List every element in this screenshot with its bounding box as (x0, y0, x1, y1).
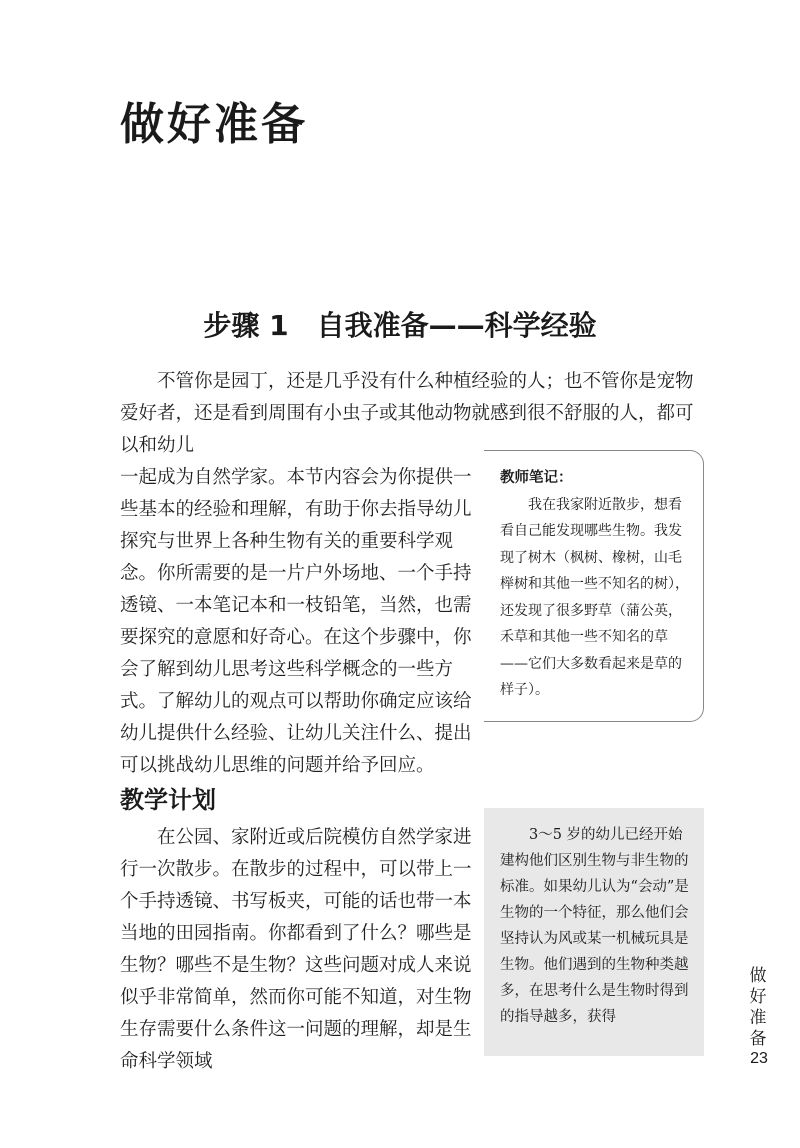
info-sidebar-box (484, 808, 704, 1056)
section-heading: 教学计划 (120, 786, 216, 814)
teacher-note-text: 我在我家附近散步，想看看自己能发现哪些生物。我发现了树木（枫树、橡树，山毛榉树和其他一些不知名的树），还发现了很多野草（蒲公英，禾草和其他一些不知名的草——它们大多数看起来是草的样子）。 (500, 496, 689, 698)
page-number: 23 (750, 1050, 768, 1067)
info-sidebar-text: 3～5 岁的幼儿已经开始建构他们区别生物与非生物的标准。如果幼儿认为“会动”是生物的一个特征，那么他们会坚持认为风或某一机械玩具是生物。他们遇到的生物种类越多，在思考什么是生物时得到的指导越多，获得 (500, 827, 689, 1025)
teacher-note-box (484, 450, 704, 722)
step-heading: 步骤 1 自我准备——科学经验 (203, 309, 597, 342)
intro-paragraph: 不管你是园丁，还是几乎没有什么种植经验的人；也不管你是宠物爱好者，还是看到周围有小虫子或其他动物就感到很不舒服的人，都可以和幼儿 (120, 371, 694, 456)
chapter-title: 做好准备 (120, 99, 308, 150)
teacher-note-title: 教师笔记： (500, 470, 573, 486)
intro-paragraph-continued: 一起成为自然学家。本节内容会为你提供一些基本的经验和理解，有助于你去指导幼儿探究与世界上各种生物有关的重要科学观念。你所需要的是一片户外场地、一个手持透镜、一本笔记本和一枝铅笔，当然，也需要探究的意愿和好奇心。在这个步骤中，你会了解到幼儿思考这些科学概念的一些方式。了解幼儿的观点可以帮助你确定应该给幼儿提供什么经验、让幼儿关注什么、提出可以挑战幼儿思维的问题并给予回应。 (120, 467, 472, 776)
plan-paragraph: 在公园、家附近或后院模仿自然学家进行一次散步。在散步的过程中，可以带上一个手持透镜、书写板夹，可能的话也带一本当地的田园指南。你都看到了什么？哪些是生物？哪些不是生物？这些问题对成人来说似乎非常简单，然而你可能不知道，对生物生存需要什么条件这一问题的理解，却是生命科学领域 (120, 827, 472, 1072)
chapter-side-tab: 做好准备 (749, 966, 767, 1049)
